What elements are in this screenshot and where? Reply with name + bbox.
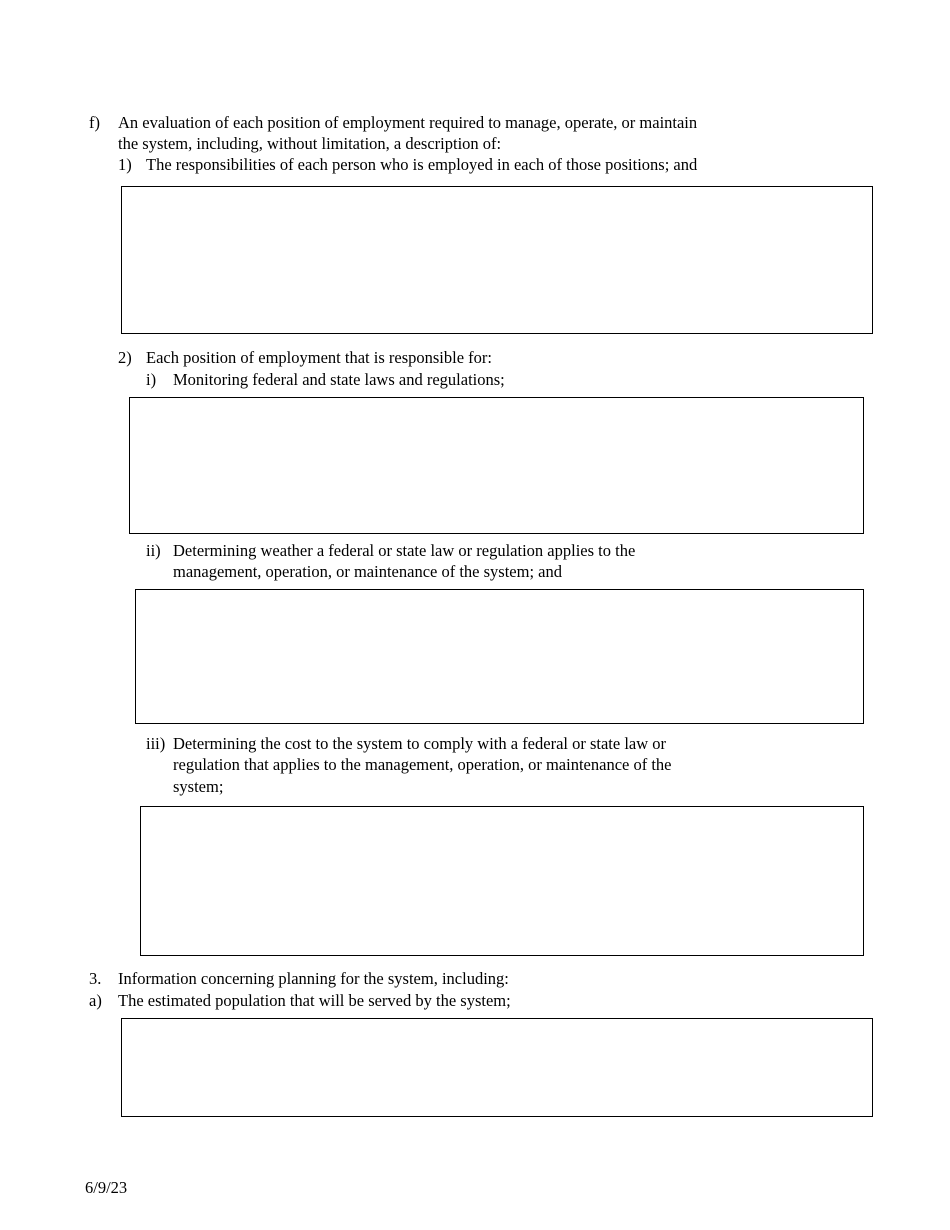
item-f2ii-text-line1: Determining weather a federal or state law or regulation applies to the [173,541,636,560]
item-3a-text: The estimated population that will be served by the system; [118,991,511,1010]
item-f2iii-text-line1: Determining the cost to the system to comply with a federal or state law or [173,734,667,753]
item-f2iii-text-line2: regulation that applies to the management, operation, or maintenance of the [173,755,672,774]
item-f2iii-text-line3: system; [173,777,224,796]
item-f2ii-text-line2: management, operation, or maintenance of the system; and [173,562,562,581]
section-3-marker: 3. [89,969,102,988]
footer-date: 6/9/23 [85,1178,128,1197]
item-f-text-line1: An evaluation of each position of employment required to manage, operate, or maintain [118,113,698,132]
response-box-f2iii[interactable] [140,806,864,956]
item-f1-marker: 1) [118,155,132,174]
item-3a-marker: a) [89,991,102,1010]
item-f2iii-marker: iii) [146,734,166,753]
item-f2ii-marker: ii) [146,541,161,560]
section-3-text: Information concerning planning for the system, including: [118,969,509,988]
item-f2-marker: 2) [118,348,132,367]
response-box-f2i[interactable] [129,397,864,534]
item-f-marker: f) [89,113,100,132]
response-box-3a[interactable] [121,1018,873,1117]
item-f2i-marker: i) [146,370,157,389]
response-box-f2ii[interactable] [135,589,864,724]
item-f-text-line2: the system, including, without limitation, a description of: [118,134,502,153]
item-f2i-text: Monitoring federal and state laws and regulations; [173,370,505,389]
item-f2-text: Each position of employment that is responsible for: [146,348,492,367]
response-box-f1[interactable] [121,186,873,334]
item-f1-text: The responsibilities of each person who is employed in each of those positions; and [146,155,698,174]
